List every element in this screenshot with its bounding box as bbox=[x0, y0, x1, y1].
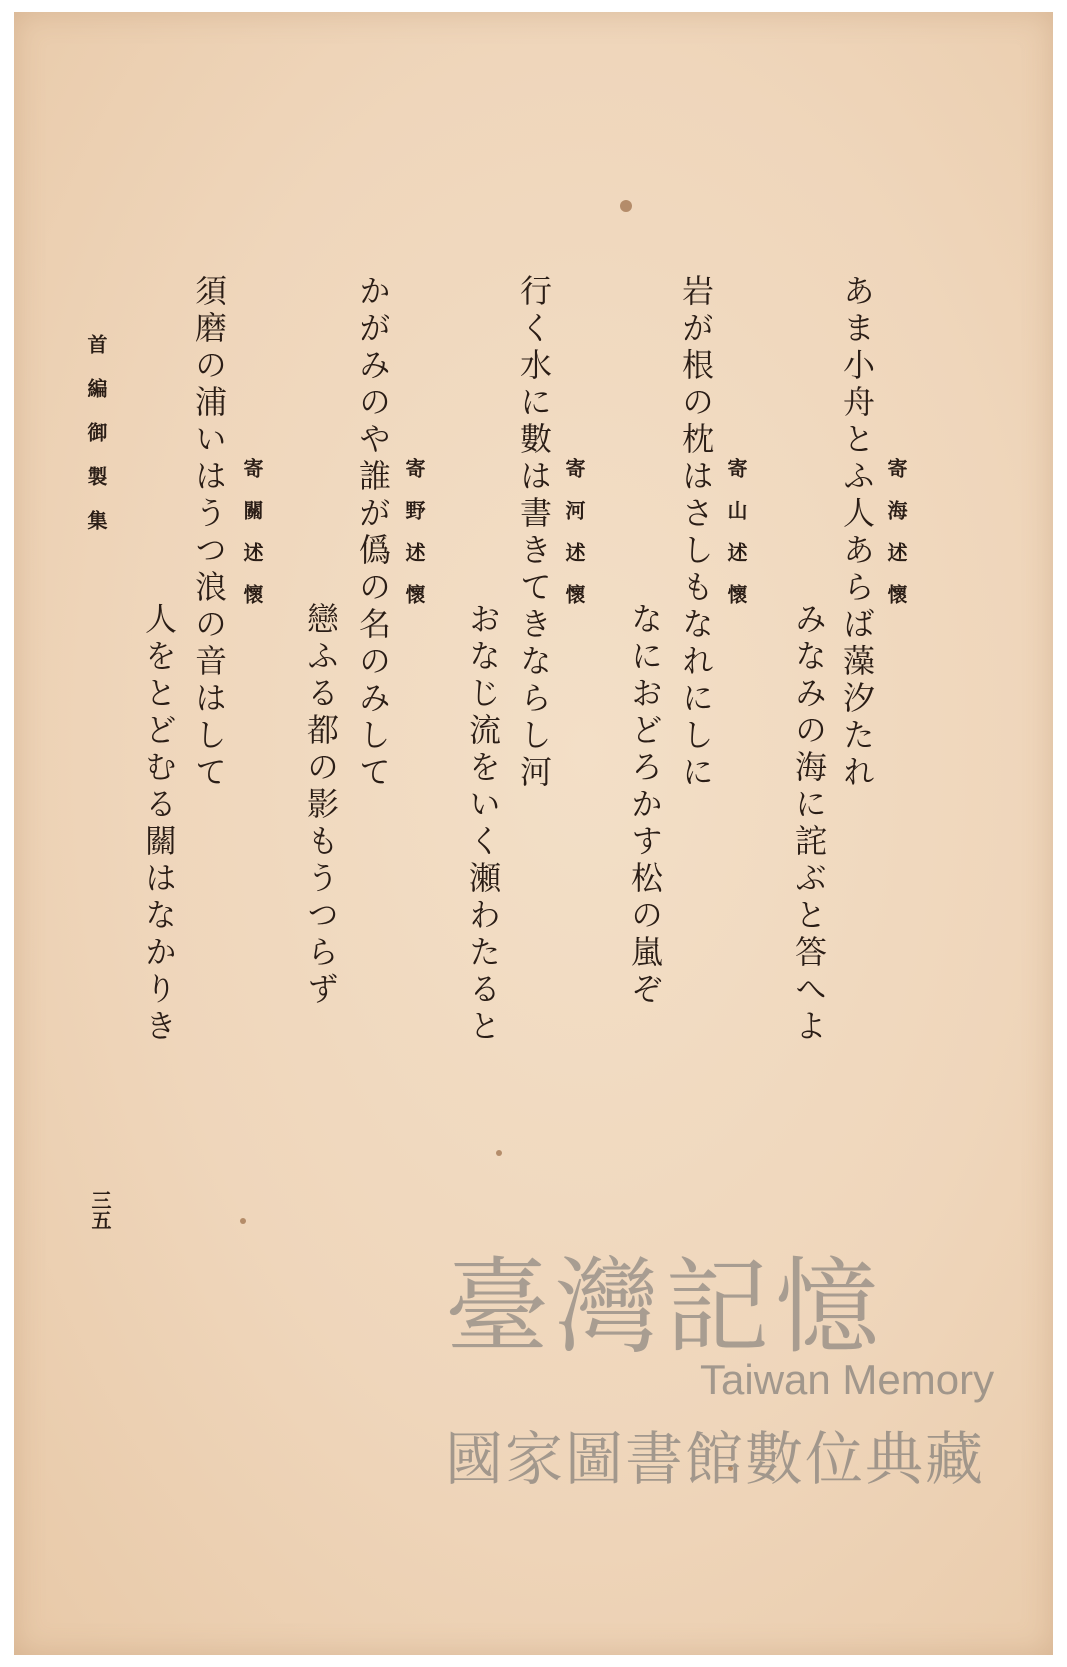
poem-title: 寄海述懷 bbox=[884, 458, 908, 626]
poem-title: 寄關述懷 bbox=[240, 458, 264, 626]
watermark-english: Taiwan Memory bbox=[700, 1356, 995, 1403]
poem-title: 寄野述懷 bbox=[402, 458, 426, 626]
paper-spot bbox=[496, 1150, 502, 1156]
poem-title: 寄山述懷 bbox=[724, 458, 748, 626]
poem-line: 戀ふる都の影もうつらず bbox=[302, 602, 340, 1009]
poem-line: 岩が根の枕はさしもなれにしに bbox=[677, 274, 715, 792]
poem-line: 人をとどむる關はなかりき bbox=[140, 602, 178, 1046]
poem-line: あま小舟とふ人あらば藻汐たれ bbox=[838, 274, 876, 792]
page-number: 三五 bbox=[88, 1190, 112, 1230]
poem-line: なにおどろかす松の嵐ぞ bbox=[626, 602, 664, 1009]
paper-spot bbox=[240, 1218, 246, 1224]
poem-line: おなじ流をいく瀬わたると bbox=[464, 602, 502, 1046]
watermark-chinese: 國家圖書館數位典藏 bbox=[445, 1425, 986, 1493]
poem-line: かがみのや誰が僞の名のみして bbox=[354, 274, 392, 792]
watermark-logo: 臺灣記憶 bbox=[445, 1246, 886, 1368]
paper-spot bbox=[620, 200, 632, 212]
poem-line: 須磨の浦いはうつ浪の音はして bbox=[190, 274, 228, 792]
running-header: 首編御製集 bbox=[84, 334, 108, 554]
poem-line: 行く水に數は書きてきならし河 bbox=[515, 274, 553, 792]
book-page bbox=[14, 12, 1053, 1655]
poem-line: みなみの海に詫ぶと答へよ bbox=[790, 602, 828, 1046]
poem-title: 寄河述懷 bbox=[562, 458, 586, 626]
